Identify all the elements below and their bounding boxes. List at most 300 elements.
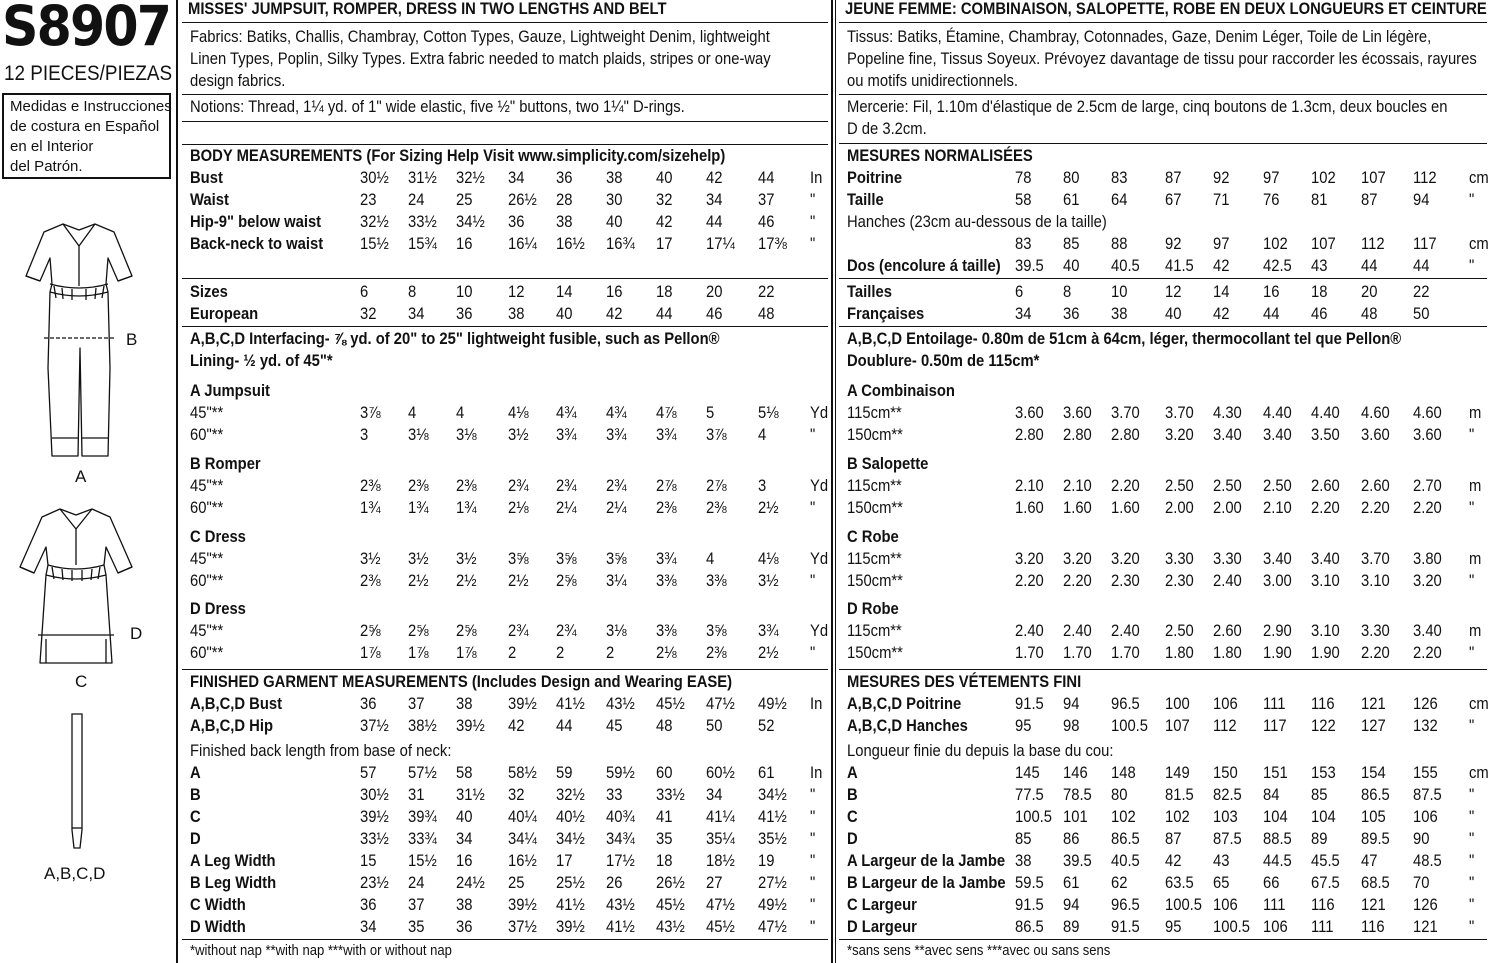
table-cell: 2.60 (1361, 476, 1390, 495)
spanish-note-line: del Patrón. (10, 158, 83, 175)
table-cell: 1¾ (360, 498, 381, 517)
table-cell: 34 (408, 304, 425, 323)
table-cell: 86.5 (1015, 917, 1044, 936)
table-cell: 4 (408, 403, 417, 422)
row-label: D (847, 829, 858, 848)
table-cell: 78.5 (1063, 785, 1092, 804)
table-cell: 44 (1413, 256, 1430, 275)
table-cell: 126 (1413, 895, 1438, 914)
table-cell: 89.5 (1361, 829, 1390, 848)
table-cell: 100 (1165, 694, 1190, 713)
table-cell: 103 (1213, 807, 1238, 826)
table-cell: 45½ (656, 895, 685, 914)
table-cell: 104 (1263, 807, 1288, 826)
table-cell: 3⅛ (408, 425, 429, 444)
table-cell: 2¾ (508, 621, 529, 640)
table-cell: 148 (1111, 763, 1136, 782)
row-label: A,B,C,D Poitrine (847, 694, 962, 713)
row-label: 150cm** (847, 498, 903, 517)
table-cell: 149 (1165, 763, 1190, 782)
table-cell: 45.5 (1311, 851, 1340, 870)
row-label: A (847, 763, 858, 782)
table-cell: 61 (758, 763, 775, 782)
view-label-c: C (75, 672, 88, 691)
table-cell: 2½ (758, 498, 779, 517)
divider (182, 121, 828, 122)
table-cell: 39½ (508, 694, 537, 713)
row-label: Poitrine (847, 168, 903, 187)
table-cell: 17½ (606, 851, 635, 870)
table-cell: 91.5 (1015, 694, 1044, 713)
table-cell: 87.5 (1213, 829, 1242, 848)
table-cell: 12 (508, 282, 525, 301)
table-cell: 31½ (456, 785, 485, 804)
table-cell: 44 (706, 212, 723, 231)
table-cell: 50 (706, 716, 723, 735)
table-cell: 15½ (360, 234, 389, 253)
table-cell: 2⅜ (408, 476, 429, 495)
unit-cell: In (810, 694, 823, 713)
row-label: B (190, 785, 201, 804)
table-cell: 1.60 (1015, 498, 1044, 517)
table-cell: 5 (706, 403, 715, 422)
table-cell: 1¾ (408, 498, 429, 517)
table-cell: 132 (1413, 716, 1438, 735)
unit-cell: " (810, 212, 816, 231)
table-cell: 155 (1413, 763, 1438, 782)
footnote: *sans sens **avec sens ***avec ou sans sens (847, 942, 1111, 959)
table-cell: 94 (1413, 190, 1430, 209)
mercerie-line: Mercerie: Fil, 1.10m d'élastique de 2.5cm de large, cinq boutons de 1.3cm, deux boucles en (847, 97, 1448, 116)
table-cell: 100.5 (1213, 917, 1251, 936)
table-cell: 47½ (758, 917, 787, 936)
table-cell: 67 (1165, 190, 1182, 209)
table-cell: 121 (1361, 694, 1386, 713)
table-cell: 34½ (456, 212, 485, 231)
fabrics-line: design fabrics. (190, 71, 286, 90)
table-cell: 126 (1413, 694, 1438, 713)
table-cell: 1⅞ (360, 643, 381, 662)
table-cell: 86.5 (1111, 829, 1140, 848)
table-cell: 87 (1361, 190, 1378, 209)
table-cell: 3.20 (1413, 571, 1442, 590)
table-cell: 33 (606, 785, 623, 804)
table-cell: 3⅛ (456, 425, 477, 444)
table-cell: 3.80 (1413, 549, 1442, 568)
table-cell: 10 (1111, 282, 1128, 301)
table-cell: 48 (656, 716, 673, 735)
table-cell: 52 (758, 716, 775, 735)
table-cell: 1⅞ (456, 643, 477, 662)
table-cell: 38 (1015, 851, 1032, 870)
table-cell: 41¼ (706, 807, 735, 826)
table-cell: 92 (1213, 168, 1230, 187)
spanish-note-line: de costura en Español (10, 118, 160, 135)
table-cell: 25 (456, 190, 473, 209)
table-cell: 98 (1063, 716, 1080, 735)
table-cell: 2½ (508, 571, 529, 590)
table-cell: 117 (1263, 716, 1287, 735)
table-cell: 42 (508, 716, 525, 735)
table-cell: 48 (758, 304, 775, 323)
row-label: C Largeur (847, 895, 917, 914)
table-cell: 3½ (758, 571, 779, 590)
row-label: 150cm** (847, 643, 903, 662)
unit-cell: " (810, 895, 816, 914)
table-cell: 107 (1361, 168, 1386, 187)
table-cell: 16¾ (606, 234, 635, 253)
table-cell: 3.70 (1111, 403, 1140, 422)
table-cell: 85 (1015, 829, 1032, 848)
table-cell: 3½ (408, 549, 429, 568)
view-heading-label: B Salopette (847, 454, 929, 473)
table-cell: 1⅞ (408, 643, 429, 662)
table-cell: 14 (1213, 282, 1230, 301)
row-label: D (190, 829, 201, 848)
table-cell: 42 (1213, 256, 1230, 275)
table-cell: 81 (1311, 190, 1328, 209)
row-label: D Largeur (847, 917, 917, 936)
table-cell: 2¾ (606, 476, 627, 495)
row-label: A (190, 763, 201, 782)
table-cell: 59½ (606, 763, 635, 782)
table-cell: 2 (556, 643, 565, 662)
mercerie-text (847, 96, 1478, 140)
table-cell: 4.60 (1361, 403, 1390, 422)
belt-drawing (68, 710, 88, 860)
table-cell: 4⅛ (508, 403, 529, 422)
unit-cell: m (1469, 621, 1482, 640)
table-cell: 3½ (456, 549, 477, 568)
table-cell: 151 (1263, 763, 1288, 782)
table-cell: 30 (606, 190, 623, 209)
view-label-b: B (126, 330, 138, 349)
table-cell: 42 (1213, 304, 1230, 323)
table-cell: 86 (1063, 829, 1080, 848)
row-label: 60"** (190, 498, 224, 517)
table-cell: 42.5 (1263, 256, 1292, 275)
fabrics-text (190, 26, 821, 92)
table-cell: 106 (1413, 807, 1438, 826)
row-label: C (190, 807, 201, 826)
table-cell: 31 (408, 785, 425, 804)
table-cell: 39.5 (1063, 851, 1092, 870)
table-cell: 2.90 (1263, 621, 1292, 640)
table-cell: 2⅝ (556, 571, 577, 590)
table-cell: 3.30 (1213, 549, 1242, 568)
table-cell: 23 (360, 190, 377, 209)
table-cell: 3.60 (1015, 403, 1044, 422)
table-cell: 35 (408, 917, 425, 936)
table-cell: 95 (1015, 716, 1032, 735)
table-cell: 2.20 (1413, 498, 1442, 517)
table-cell: 3¾ (606, 425, 627, 444)
table-cell: 3¼ (606, 571, 627, 590)
table-cell: 95 (1165, 917, 1182, 936)
view-heading-label: D Dress (190, 599, 246, 618)
table-cell: 19 (758, 851, 775, 870)
row-label: Taille (847, 190, 884, 209)
table-cell: 16 (456, 851, 473, 870)
table-cell: 116 (1361, 917, 1385, 936)
table-cell: 81.5 (1165, 785, 1194, 804)
table-cell: 3¾ (656, 549, 677, 568)
table-cell: 4 (706, 549, 715, 568)
table-cell: 42 (1165, 851, 1182, 870)
fabrics-line: Fabrics: Batiks, Challis, Chambray, Cotton Types, Gauze, Lightweight Denim, lightweight (190, 27, 770, 46)
table-cell: 150 (1213, 763, 1238, 782)
table-cell: 3½ (508, 425, 529, 444)
unit-cell: " (1469, 425, 1475, 444)
table-cell: 1.60 (1063, 498, 1092, 517)
table-cell: 80 (1063, 168, 1080, 187)
table-cell: 87.5 (1413, 785, 1442, 804)
table-cell: 71 (1213, 190, 1230, 209)
table-cell: 3¾ (758, 621, 779, 640)
tissus-line: Popeline fine, Tissus Soyeux. Prévoyez davantage de tissu pour raccorder les écossais, rayures (847, 49, 1477, 68)
table-cell: 3⅝ (556, 549, 577, 568)
table-cell: 83 (1111, 168, 1128, 187)
table-cell: 2⅜ (656, 498, 677, 517)
table-cell: 39½ (456, 716, 485, 735)
column-divider-inner (835, 0, 836, 963)
table-cell: 6 (1015, 282, 1024, 301)
row-label: 45"** (190, 549, 224, 568)
row-label: 115cm** (847, 549, 902, 568)
table-cell: 2⅞ (656, 476, 677, 495)
unit-cell: " (810, 498, 816, 517)
table-cell: 40½ (556, 807, 585, 826)
table-cell: 92 (1165, 234, 1182, 253)
table-cell: 76 (1263, 190, 1280, 209)
table-cell: 18 (656, 282, 673, 301)
english-title: MISSES' JUMPSUIT, ROMPER, DRESS IN TWO LENGTHS AND BELT (188, 0, 667, 18)
row-label: European (190, 304, 259, 323)
table-cell: 45 (606, 716, 623, 735)
table-cell: 37 (408, 694, 425, 713)
table-cell: 97 (1213, 234, 1230, 253)
table-cell: 2¼ (556, 498, 577, 517)
table-cell: 89 (1311, 829, 1328, 848)
table-cell: 2⅜ (360, 571, 381, 590)
unit-cell: " (810, 829, 816, 848)
table-cell: 24 (408, 873, 425, 892)
table-cell: 50 (1413, 304, 1430, 323)
table-cell: 2¾ (556, 476, 577, 495)
table-cell: 37 (408, 895, 425, 914)
table-cell: 3.60 (1413, 425, 1442, 444)
row-label: Bust (190, 168, 223, 187)
table-cell: 2¾ (556, 621, 577, 640)
table-cell: 47½ (706, 694, 735, 713)
table-cell: 3.40 (1213, 425, 1242, 444)
table-cell: 86.5 (1361, 785, 1390, 804)
table-cell: 153 (1311, 763, 1336, 782)
divider (839, 143, 1487, 144)
row-label: B Largeur de la Jambe (847, 873, 1006, 892)
table-cell: 16 (1263, 282, 1280, 301)
table-cell: 22 (1413, 282, 1430, 301)
table-cell: 146 (1063, 763, 1088, 782)
table-cell: 3⅝ (508, 549, 529, 568)
row-label: Hip-9" below waist (190, 212, 322, 231)
table-cell: 43½ (656, 917, 685, 936)
table-cell: 48.5 (1413, 851, 1442, 870)
table-cell: 2.20 (1361, 643, 1390, 662)
table-cell: 106 (1213, 694, 1238, 713)
table-cell: 38 (1111, 304, 1128, 323)
tissus-line: ou motifs unidirectionnels. (847, 71, 1018, 90)
table-cell: 30½ (360, 168, 389, 187)
table-cell: 59.5 (1015, 873, 1044, 892)
table-cell: 1.70 (1015, 643, 1044, 662)
table-cell: 2½ (758, 643, 779, 662)
table-cell: 40 (606, 212, 623, 231)
table-cell: 33½ (360, 829, 389, 848)
table-cell: 8 (1063, 282, 1072, 301)
table-cell: 3⅜ (706, 571, 727, 590)
table-cell: 127 (1361, 716, 1386, 735)
unit-cell: " (810, 873, 816, 892)
table-cell: 36 (360, 895, 377, 914)
table-cell: 49½ (758, 895, 787, 914)
mercerie-line: D de 3.2cm. (847, 119, 927, 138)
table-cell: 3.20 (1165, 425, 1194, 444)
table-cell: 38 (556, 212, 573, 231)
table-cell: 112 (1213, 716, 1237, 735)
table-cell: 30½ (360, 785, 389, 804)
table-cell: 44 (758, 168, 775, 187)
table-cell: 58½ (508, 763, 537, 782)
unit-cell: cm (1469, 694, 1489, 713)
table-cell: 27 (706, 873, 723, 892)
unit-cell: " (1469, 716, 1475, 735)
table-cell: 3.60 (1063, 403, 1092, 422)
table-cell: 40.5 (1111, 851, 1140, 870)
table-cell: 117 (1413, 234, 1437, 253)
table-cell: 2⅜ (706, 643, 727, 662)
unit-cell: cm (1469, 168, 1489, 187)
table-cell: 106 (1263, 917, 1288, 936)
unit-cell: " (1469, 895, 1475, 914)
table-cell: 16 (456, 234, 473, 253)
table-cell: 77.5 (1015, 785, 1044, 804)
table-cell: 41½ (556, 895, 585, 914)
table-cell: 107 (1165, 716, 1190, 735)
view-label-d: D (130, 624, 143, 643)
table-cell: 44 (1263, 304, 1280, 323)
row-label: Sizes (190, 282, 228, 301)
table-cell: 3⅛ (606, 621, 627, 640)
table-cell: 34 (706, 190, 723, 209)
pieces-count: 12 PIECES/PIEZAS (4, 62, 173, 85)
table-cell: 145 (1015, 763, 1040, 782)
table-cell: 102 (1165, 807, 1190, 826)
table-cell: 6 (360, 282, 369, 301)
table-cell: 15¾ (408, 234, 437, 253)
pattern-number: S8907 (2, 0, 171, 58)
table-cell: 3 (758, 476, 767, 495)
divider (839, 939, 1487, 940)
table-cell: 2.40 (1063, 621, 1092, 640)
table-cell: 87 (1165, 168, 1182, 187)
table-cell: 2.50 (1213, 476, 1242, 495)
table-cell: 3¾ (556, 425, 577, 444)
unit-cell: " (1469, 807, 1475, 826)
table-cell: 84 (1263, 785, 1280, 804)
table-cell: 2⅝ (360, 621, 381, 640)
dress-drawing (10, 503, 143, 673)
table-cell: 2⅝ (456, 621, 477, 640)
table-cell: 43 (1213, 851, 1230, 870)
table-cell: 4.30 (1213, 403, 1242, 422)
divider (839, 94, 1487, 95)
divider (182, 22, 828, 23)
table-cell: 36 (456, 304, 473, 323)
table-cell: 36 (556, 168, 573, 187)
row-label: A Largeur de la Jambe (847, 851, 1006, 870)
table-cell: 83 (1015, 234, 1032, 253)
table-cell: 2½ (408, 571, 429, 590)
table-cell: 60 (656, 763, 673, 782)
table-cell: 34 (360, 917, 377, 936)
table-cell: 3⅝ (706, 621, 727, 640)
table-cell: 116 (1311, 694, 1335, 713)
table-cell: 40 (656, 168, 673, 187)
table-cell: 2⅛ (656, 643, 677, 662)
unit-cell: In (810, 168, 823, 187)
table-cell: 64 (1111, 190, 1128, 209)
table-cell: 2.10 (1063, 476, 1092, 495)
table-cell: 122 (1311, 716, 1336, 735)
table-cell: 31½ (408, 168, 437, 187)
table-cell: 38 (508, 304, 525, 323)
row-label: B Leg Width (190, 873, 277, 892)
table-cell: 37½ (508, 917, 537, 936)
view-heading-label: A Jumpsuit (190, 381, 270, 400)
table-cell: 15 (360, 851, 377, 870)
table-cell: 96.5 (1111, 694, 1140, 713)
table-cell: 34 (706, 785, 723, 804)
row-label: A,B,C,D Hip (190, 716, 273, 735)
view-heading-label: D Robe (847, 599, 899, 618)
table-cell: 41 (656, 807, 673, 826)
table-cell: 40 (1165, 304, 1182, 323)
unit-cell: " (810, 917, 816, 936)
table-cell: 2.80 (1015, 425, 1044, 444)
table-cell: 3.40 (1263, 549, 1292, 568)
table-cell: 90 (1413, 829, 1430, 848)
unit-cell: " (1469, 917, 1475, 936)
french-title: JEUNE FEMME: COMBINAISON, SALOPETTE, ROBE EN DEUX LONGUEURS ET CEINTURE (845, 0, 1487, 18)
table-cell: 2.40 (1213, 571, 1242, 590)
table-cell: 27½ (758, 873, 787, 892)
table-cell: 2.20 (1015, 571, 1044, 590)
table-cell: 2.00 (1213, 498, 1242, 517)
table-cell: 4.40 (1311, 403, 1340, 422)
table-cell: 39½ (508, 895, 537, 914)
table-cell: 2.80 (1111, 425, 1140, 444)
table-cell: 3⅞ (706, 425, 727, 444)
table-cell: 20 (706, 282, 723, 301)
unit-cell: " (810, 643, 816, 662)
table-cell: 37 (758, 190, 775, 209)
table-cell: 3⅝ (606, 549, 627, 568)
row-label: 115cm** (847, 403, 902, 422)
row-label: A,B,C,D Hanches (847, 716, 968, 735)
row-label: A,B,C,D Bust (190, 694, 283, 713)
table-cell: 3.40 (1413, 621, 1442, 640)
